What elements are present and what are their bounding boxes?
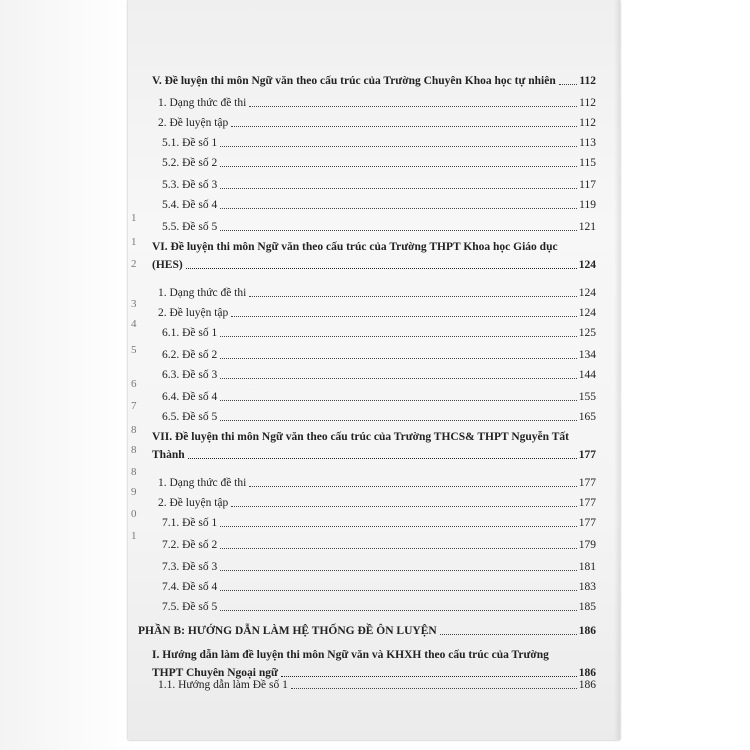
- dot-leader: [220, 548, 576, 549]
- dot-leader: [231, 126, 577, 127]
- toc-page-number: 119: [579, 199, 596, 211]
- dot-leader: [249, 486, 576, 487]
- toc-entry: [158, 476, 596, 490]
- toc-page-number: 183: [578, 581, 596, 593]
- toc-entry: [162, 600, 596, 614]
- toc-page-number: 124: [578, 307, 596, 319]
- dot-leader: [220, 166, 577, 167]
- facing-page-digit: 1: [131, 236, 137, 248]
- toc-page-number: 165: [578, 411, 596, 423]
- toc-entry: [158, 96, 596, 110]
- toc-entry: [152, 74, 596, 88]
- toc-entry-label: 1.1. Hướng dẫn làm Đề số 1: [158, 679, 288, 691]
- toc-page-number: 186: [578, 625, 596, 637]
- dot-leader: [559, 84, 578, 85]
- toc-entry-label: 7.3. Đề số 3: [162, 561, 218, 573]
- dot-leader: [188, 458, 577, 459]
- toc-entry: [162, 198, 596, 212]
- toc-page-number: 181: [578, 561, 596, 573]
- toc-entry: [162, 326, 596, 340]
- toc-entry: [138, 624, 596, 638]
- dot-leader: [220, 610, 576, 611]
- dot-leader: [220, 358, 576, 359]
- toc-entry: [152, 258, 596, 272]
- toc-entry: [162, 538, 596, 552]
- toc-entry-label: V. Đề luyện thi môn Ngữ văn theo cấu trúc của Trường Chuyên Khoa học tự nhiên: [152, 75, 556, 87]
- dot-leader: [220, 208, 577, 209]
- toc-page-number: 115: [579, 157, 596, 169]
- toc-entry-label: 1. Dạng thức đề thi: [158, 97, 247, 109]
- dot-leader: [249, 296, 576, 297]
- toc-page-number: 179: [578, 539, 596, 551]
- dot-leader: [220, 420, 576, 421]
- facing-page-digit: 5: [131, 344, 137, 356]
- toc-entry: [158, 286, 596, 300]
- dot-leader: [220, 400, 576, 401]
- facing-page-digit: 1: [131, 530, 137, 542]
- toc-entry-label: 6.2. Đề số 2: [162, 349, 218, 361]
- toc-entry: [158, 306, 596, 320]
- book-page: [128, 0, 620, 740]
- facing-page-digit: 3: [131, 298, 137, 310]
- toc-entry-label: PHẦN B: HƯỚNG DẪN LÀM HỆ THỐNG ĐỀ ÔN LUYỆN: [138, 625, 437, 637]
- toc-entry-label: 5.2. Đề số 2: [162, 157, 218, 169]
- dot-leader: [440, 634, 577, 635]
- toc-heading-line: I. Hướng dẫn làm đề luyện thi môn Ngữ văn và KHXH theo cấu trúc của Trường: [152, 649, 549, 661]
- toc-entry-label: (HES): [152, 259, 183, 271]
- facing-page-digit: 8: [131, 424, 137, 436]
- facing-page-digit: 2: [131, 258, 137, 270]
- toc-entry: [162, 390, 596, 404]
- toc-entry: [158, 678, 596, 692]
- dot-leader: [231, 506, 576, 507]
- toc-page-number: 124: [578, 287, 596, 299]
- toc-entry-label: 1. Dạng thức đề thi: [158, 287, 247, 299]
- toc-entry: [152, 448, 596, 462]
- toc-entry-label: 5.3. Đề số 3: [162, 179, 218, 191]
- toc-entry-label: 5.1. Đề số 1: [162, 137, 218, 149]
- dot-leader: [281, 676, 577, 677]
- toc-entry: [162, 410, 596, 424]
- toc-page-number: 155: [578, 391, 596, 403]
- toc-entry: [162, 156, 596, 170]
- toc-page-number: 186: [578, 667, 596, 679]
- dot-leader: [220, 188, 577, 189]
- toc-heading-line: VII. Đề luyện thi môn Ngữ văn theo cấu trúc của Trường THCS& THPT Nguyễn Tất: [152, 431, 569, 443]
- toc-entry-label: 6.5. Đề số 5: [162, 411, 218, 423]
- toc-entry-label: 1. Dạng thức đề thi: [158, 477, 247, 489]
- dot-leader: [291, 688, 577, 689]
- table-of-contents: [128, 0, 620, 740]
- page-edge-shadow: [614, 0, 620, 740]
- toc-page-number: 112: [579, 117, 596, 129]
- toc-entry-label: 5.4. Đề số 4: [162, 199, 218, 211]
- toc-entry-label: 2. Đề luyện tập: [158, 117, 229, 129]
- toc-entry: [162, 220, 596, 234]
- toc-entry-label: 7.4. Đề số 4: [162, 581, 218, 593]
- dot-leader: [220, 570, 576, 571]
- dot-leader: [220, 590, 576, 591]
- dot-leader: [249, 106, 577, 107]
- facing-page-digit: 1: [131, 212, 137, 224]
- toc-entry: [158, 496, 596, 510]
- toc-page-number: 177: [578, 449, 596, 461]
- toc-page-number: 185: [578, 601, 596, 613]
- facing-page-digit: 0: [131, 508, 137, 520]
- toc-heading-line: VI. Đề luyện thi môn Ngữ văn theo cấu trúc của Trường THPT Khoa học Giáo dục: [152, 241, 558, 253]
- toc-page-number: 113: [579, 137, 596, 149]
- facing-page-digit: 7: [131, 400, 137, 412]
- facing-page-digit: 4: [131, 318, 137, 330]
- toc-entry: [162, 368, 596, 382]
- toc-entry-label: 2. Đề luyện tập: [158, 497, 229, 509]
- toc-entry: [162, 516, 596, 530]
- toc-entry: [162, 580, 596, 594]
- dot-leader: [231, 316, 576, 317]
- dot-leader: [220, 526, 576, 527]
- toc-entry-label: Thành: [152, 449, 185, 461]
- toc-entry: [162, 178, 596, 192]
- toc-entry-label: 7.1. Đề số 1: [162, 517, 218, 529]
- facing-page-digit: 8: [131, 444, 137, 456]
- toc-entry-label: THPT Chuyên Ngoại ngữ: [152, 667, 278, 679]
- toc-page-number: 121: [578, 221, 596, 233]
- toc-entry-label: 6.1. Đề số 1: [162, 327, 218, 339]
- toc-entry: [158, 116, 596, 130]
- toc-page-number: 112: [579, 97, 596, 109]
- toc-page-number: 177: [578, 477, 596, 489]
- toc-page-number: 177: [578, 517, 596, 529]
- toc-entry-label: 7.5. Đề số 5: [162, 601, 218, 613]
- toc-page-number: 134: [578, 349, 596, 361]
- toc-page-number: 117: [579, 179, 596, 191]
- toc-page-number: 186: [578, 679, 596, 691]
- dot-leader: [220, 378, 576, 379]
- toc-entry-label: 7.2. Đề số 2: [162, 539, 218, 551]
- toc-page-number: 144: [578, 369, 596, 381]
- facing-page-digit: 6: [131, 378, 137, 390]
- toc-entry-label: 6.3. Đề số 3: [162, 369, 218, 381]
- toc-page-number: 124: [578, 259, 596, 271]
- dot-leader: [186, 268, 577, 269]
- toc-page-number: 125: [578, 327, 596, 339]
- toc-entry: [162, 136, 596, 150]
- dot-leader: [220, 146, 577, 147]
- facing-page-digit: 8: [131, 466, 137, 478]
- dot-leader: [220, 230, 576, 231]
- dot-leader: [220, 336, 576, 337]
- facing-page-digit: 9: [131, 486, 137, 498]
- toc-entry-label: 2. Đề luyện tập: [158, 307, 229, 319]
- toc-entry: [162, 560, 596, 574]
- toc-page-number: 112: [579, 75, 596, 87]
- toc-entry: [162, 348, 596, 362]
- toc-entry-label: 6.4. Đề số 4: [162, 391, 218, 403]
- toc-entry-label: 5.5. Đề số 5: [162, 221, 218, 233]
- toc-page-number: 177: [578, 497, 596, 509]
